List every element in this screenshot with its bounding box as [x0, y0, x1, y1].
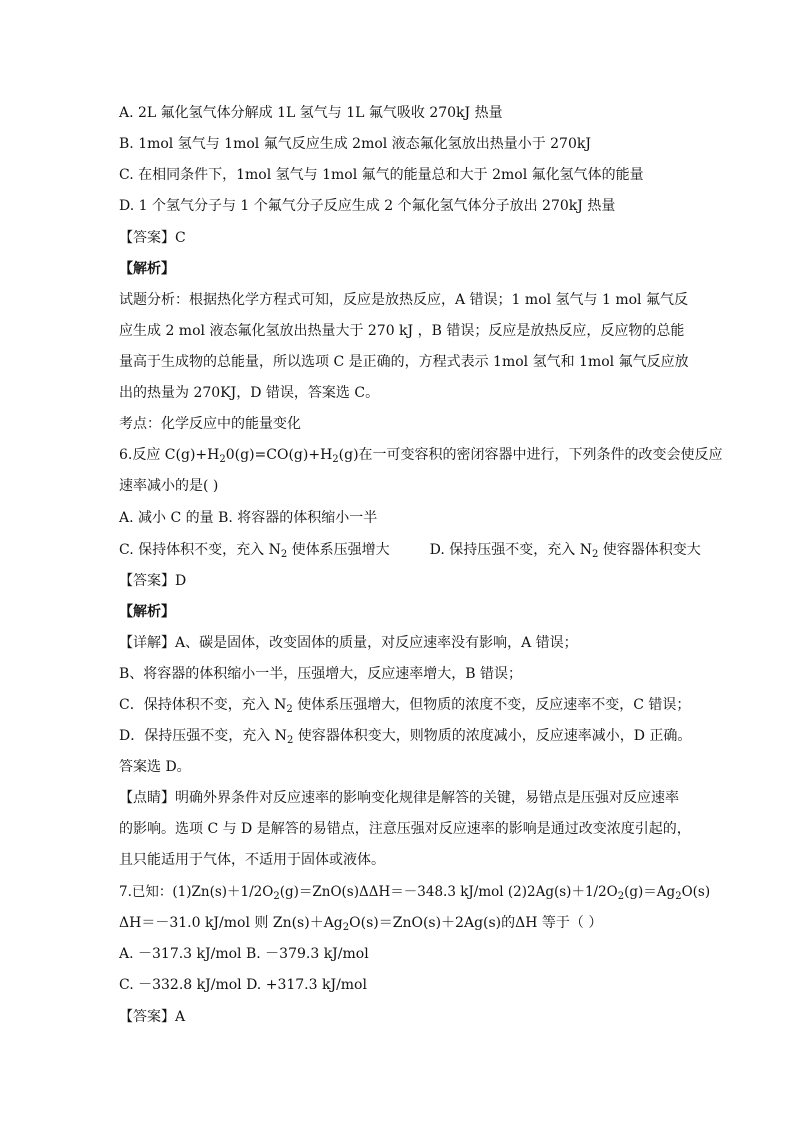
q5-analysis-heading: 【解析】 [119, 261, 175, 277]
q6-detail-line-3: C．保持体积不变，充入 $N_2$ 使体系压强增大，但物质的浓度不变，反应速率不变，C 错误； [119, 697, 691, 715]
q6-stem-line-1: 6.反应 $C(g)+H_20(g)=CO(g)+H_2(g)$在一可变容积的密闭容器中进行，下列条件的改变会使反应 [119, 447, 723, 465]
q6-options-a-b: A. 减小 C 的量 B. 将容器的体积缩小一半 [119, 510, 378, 526]
q5-option-b: B. 1mol 氢气与 1mol 氟气反应生成 2mol 液态氟化氢放出热量小于 270kJ [119, 136, 591, 152]
q6-detail-line-4: D．保持压强不变，充入 $N_2$ 使容器体积变大，则物质的浓度减小，反应速率减小，D 正确。 [119, 728, 692, 746]
q6-detail-line-1: 【详解】A、碳是固体，改变固体的质量，对反应速率没有影响，A 错误； [119, 635, 578, 651]
q7-stem-line-1: 7.已知：$(1)Zn(s)+1/2O_2(g)=ZnO(s)\Delta\Delta H=-348.3$ kJ/mol $(2)2Ag(s)+1/2O_2(g)=Ag_2O(s)$ [119, 884, 711, 902]
q6-detail-line-2: B、将容器的体积缩小一半，压强增大，反应速率增大，B 错误； [119, 666, 523, 682]
q7-stem-line-2: ΔH＝－31.0 kJ/mol 则 $Zn(s)+Ag_2O(s)=ZnO(s)+2Ag(s)$的ΔH 等于（ ） [119, 915, 603, 933]
q6-stem-line-2: 速率减小的是( ) [119, 478, 219, 494]
q5-option-a: A. 2L 氟化氢气体分解成 1L 氢气与 1L 氟气吸收 270kJ 热量 [119, 105, 503, 121]
q7-answer: 【答案】A [119, 1009, 186, 1025]
q5-key-point: 考点：化学反应中的能量变化 [119, 416, 301, 432]
q6-options-c-d: C. 保持体积不变，充入 $N_2$ 使体系压强增大 D. 保持压强不变，充入 $N_2$ 使容器体积变大 [119, 542, 701, 560]
q6-answer: 【答案】D [119, 573, 187, 589]
q6-tip-line-3: 且只能适用于气体，不适用于固体或液体。 [119, 852, 385, 868]
q5-analysis-line-1: 试题分析：根据热化学方程式可知，反应是放热反应，A 错误；1 mol 氢气与 1 mol 氟气反 [119, 292, 688, 308]
q7-options-c-d: C. －332.8 kJ/mol D. +317.3 kJ/mol [119, 977, 367, 993]
q6-analysis-heading: 【解析】 [119, 604, 175, 620]
q6-detail-conclusion: 答案选 D。 [119, 759, 191, 775]
q6-tip-line-2: 的影响。选项 C 与 D 是解答的易错点，注意压强对反应速率的影响是通过改变浓度引起的， [119, 821, 691, 837]
q6-tip-line-1: 【点睛】明确外界条件对反应速率的影响变化规律是解答的关键，易错点是压强对反应速率 [119, 790, 679, 806]
q7-options-a-b: A. －317.3 kJ/mol B. －379.3 kJ/mol [119, 946, 369, 962]
q5-option-d: D. 1 个氢气分子与 1 个氟气分子反应生成 2 个氟化氢气体分子放出 270kJ 热量 [119, 198, 616, 214]
q5-answer: 【答案】C [119, 230, 186, 246]
q5-analysis-line-2: 应生成 2 mol 液态氟化氢放出热量大于 270 kJ ，B 错误；反应是放热反应，反应物的总能 [119, 323, 685, 339]
q5-analysis-line-3: 量高于生成物的总能量，所以选项 C 是正确的，方程式表示 1mol 氢气和 1mol 氟气反应放 [119, 354, 689, 370]
q5-analysis-line-4: 出的热量为 270KJ，D 错误，答案选 C。 [119, 385, 380, 401]
q5-option-c: C. 在相同条件下，1mol 氢气与 1mol 氟气的能量总和大于 2mol 氟化氢气体的能量 [119, 167, 644, 183]
